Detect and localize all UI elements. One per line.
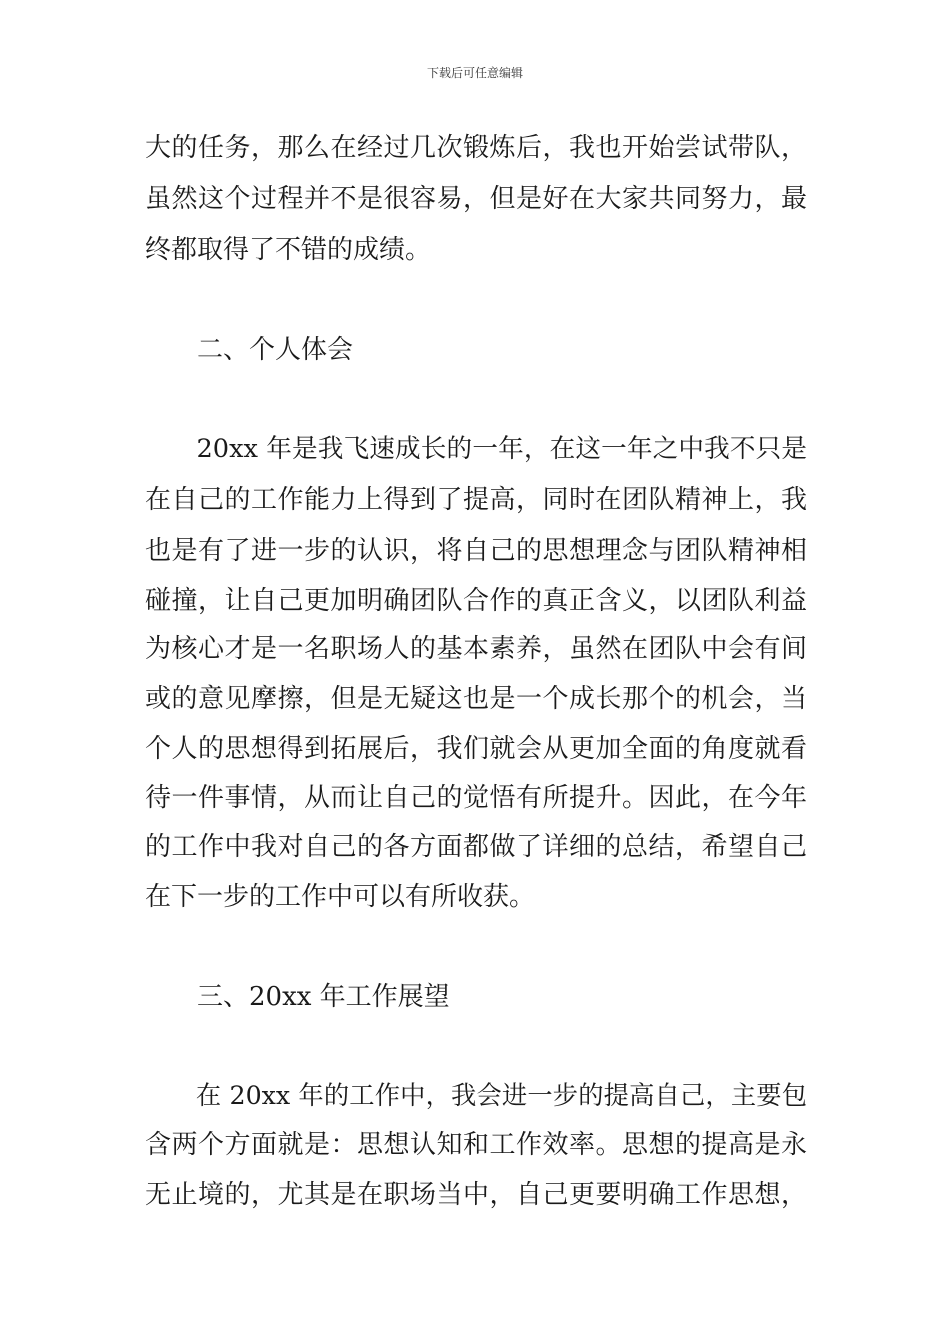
paragraph-line: 虽然这个过程并不是很容易，但是好在大家共同努力，最 [145,184,807,214]
paragraph-line: 终都取得了不错的成绩。 [145,235,432,265]
paragraph-line: 无止境的，尤其是在职场当中，自己更要明确工作思想， [145,1180,807,1210]
paragraph-line: 个人的思想得到拓展后，我们就会从更加全面的角度就看 [145,734,807,764]
paragraph-line: 碰撞，让自己更加明确团队合作的真正含义，以团队利益 [145,586,807,616]
paragraph-line: 在自己的工作能力上得到了提高，同时在团队精神上，我 [145,485,807,515]
paragraph-line: 的工作中我对自己的各方面都做了详细的总结，希望自己 [145,832,807,862]
paragraph-line: 在 20xx 年的工作中，我会进一步的提高自己，主要包 [145,1081,807,1110]
paragraph-line: 大的任务，那么在经过几次锻炼后，我也开始尝试带队， [145,133,807,163]
paragraph-line: 或的意见摩擦，但是无疑这也是一个成长那个的机会，当 [145,684,807,714]
paragraph-line: 20xx 年是我飞速成长的一年，在这一年之中我不只是 [145,434,807,464]
paragraph-line: 在下一步的工作中可以有所收获。 [145,882,536,912]
paragraph-line: 含两个方面就是：思想认知和工作效率。思想的提高是永 [145,1130,807,1160]
section-heading: 三、20xx 年工作展望 [197,982,450,1012]
page-header: 下载后可任意编辑 [426,66,523,80]
section-heading: 二、个人体会 [197,335,354,365]
paragraph-line: 为核心才是一名职场人的基本素养，虽然在团队中会有间 [145,634,807,664]
paragraph-line: 待一件事情，从而让自己的觉悟有所提升。因此，在今年 [145,783,807,813]
paragraph-line: 也是有了进一步的认识，将自己的思想理念与团队精神相 [145,536,807,566]
